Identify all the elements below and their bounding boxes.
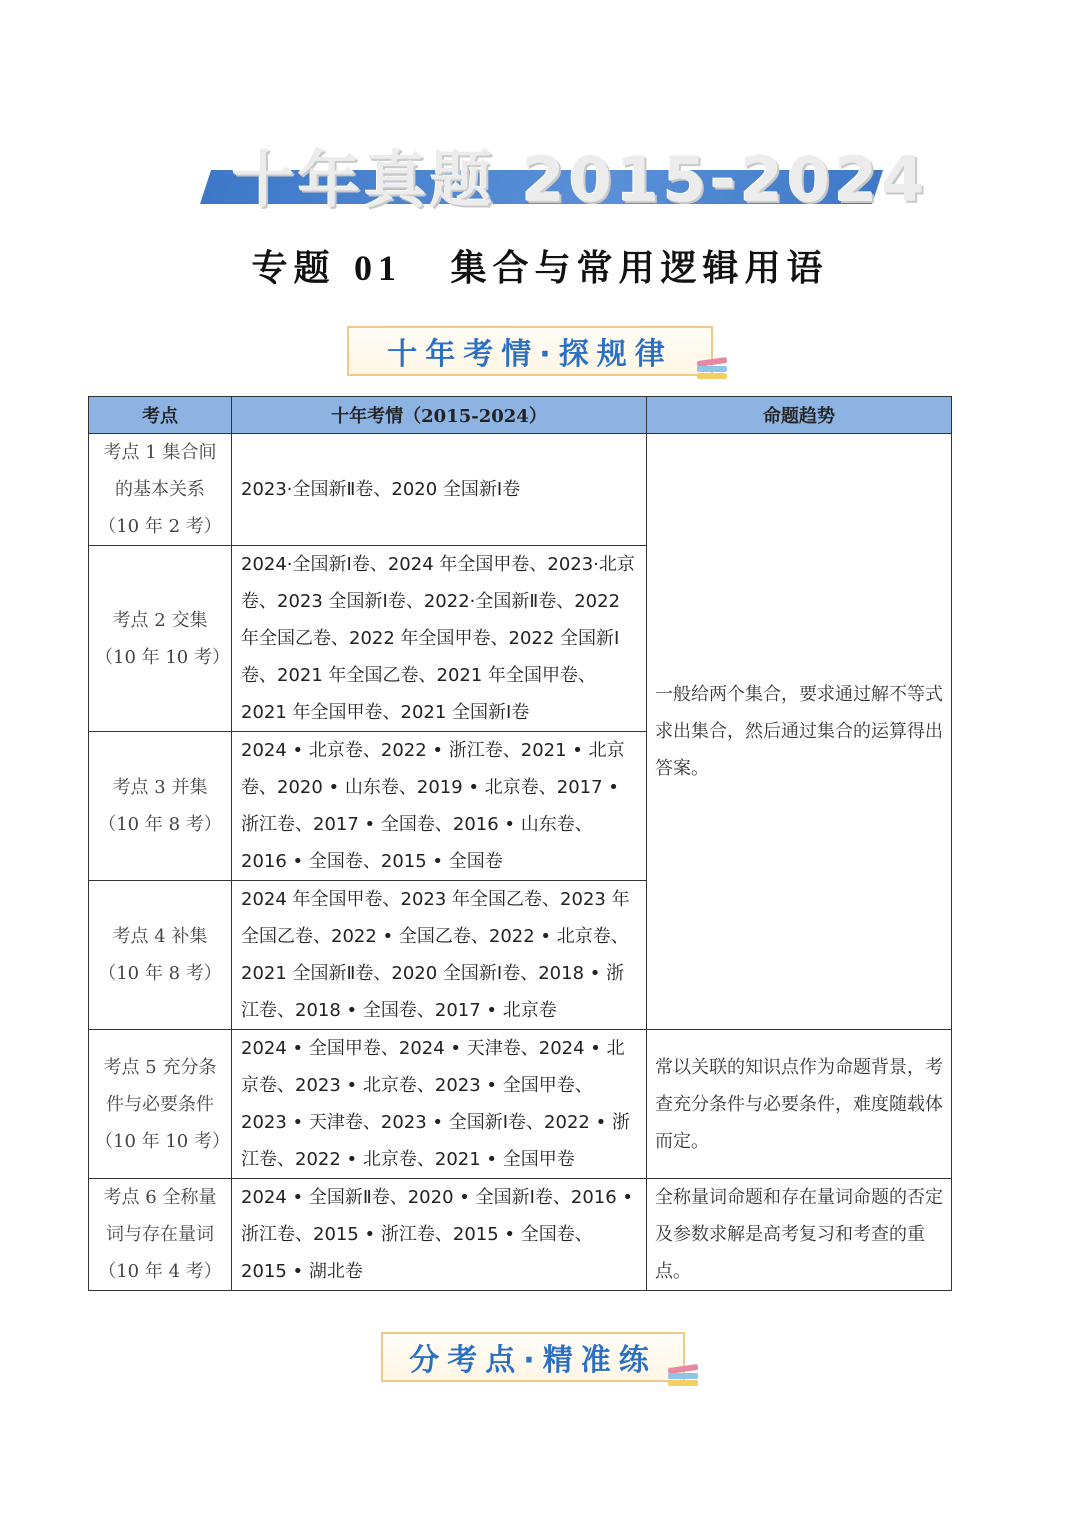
- header-topic: 考点: [89, 397, 232, 434]
- topic-cell: 考点 1 集合间的基本关系（10 年 2 考）: [89, 434, 232, 546]
- topic-cell: 考点 5 充分条件与必要条件（10 年 10 考）: [89, 1030, 232, 1179]
- section-header-trends: [347, 326, 713, 376]
- subject-prefix: 专题: [251, 247, 336, 289]
- section-header-trends-label: 十年考情·探规律: [387, 337, 673, 372]
- table-header-row: [89, 397, 952, 434]
- papers-cell: 2024 年全国甲卷、2023 年全国乙卷、2023 年全国乙卷、2022 • 全国乙卷、2022 • 北京卷、2021 全国新Ⅱ卷、2020 全国新Ⅰ卷、2018 • 浙江卷、2018 • 全国卷、2017 • 北京卷: [232, 881, 647, 1030]
- header-papers: 十年考情（2015-2024）: [232, 397, 647, 434]
- subject-number: 01: [354, 248, 402, 288]
- table-row: [89, 1030, 952, 1179]
- topic-cell: 考点 4 补集（10 年 8 考）: [89, 881, 232, 1030]
- subject-title: [0, 240, 1080, 291]
- section-header-practice: [381, 1332, 685, 1382]
- topic-cell: 考点 2 交集（10 年 10 考）: [89, 546, 232, 732]
- trend-cell: 一般给两个集合，要求通过解不等式求出集合，然后通过集合的运算得出答案。: [647, 434, 952, 1030]
- papers-cell: 2024 • 全国甲卷、2024 • 天津卷、2024 • 北京卷、2023 • 北京卷、2023 • 全国甲卷、2023 • 天津卷、2023 • 全国新Ⅰ卷、2022 • 浙江卷、2022 • 北京卷、2021 • 全国甲卷: [232, 1030, 647, 1179]
- exam-trend-table: [88, 396, 952, 1291]
- topic-cell: 考点 6 全称量词与存在量词（10 年 4 考）: [89, 1179, 232, 1291]
- header-trend: 命题趋势: [647, 397, 952, 434]
- papers-cell: 2024·全国新Ⅰ卷、2024 年全国甲卷、2023·北京卷、2023 全国新Ⅰ卷、2022·全国新Ⅱ卷、2022 年全国乙卷、2022 年全国甲卷、2022 全国新Ⅰ卷、2021 年全国乙卷、2021 年全国甲卷、2021 年全国甲卷、2021 全国新Ⅰ卷: [232, 546, 647, 732]
- papers-cell: 2024 • 全国新Ⅱ卷、2020 • 全国新Ⅰ卷、2016 • 浙江卷、2015 • 浙江卷、2015 • 全国卷、2015 • 湖北卷: [232, 1179, 647, 1291]
- table-row: [89, 434, 952, 546]
- books-icon: [697, 355, 731, 381]
- papers-cell: 2024 • 北京卷、2022 • 浙江卷、2021 • 北京卷、2020 • 山东卷、2019 • 北京卷、2017 • 浙江卷、2017 • 全国卷、2016 • 山东卷、2016 • 全国卷、2015 • 全国卷: [232, 732, 647, 881]
- trend-cell: 常以关联的知识点作为命题背景，考查充分条件与必要条件，难度随载体而定。: [647, 1030, 952, 1179]
- papers-cell: 2023·全国新Ⅱ卷、2020 全国新Ⅰ卷: [232, 434, 647, 546]
- banner-text: 十年真题 2015-2024: [232, 143, 929, 216]
- books-icon: [668, 1362, 702, 1388]
- title-banner: [200, 128, 929, 216]
- section-header-practice-label: 分考点·精准练: [409, 1343, 657, 1378]
- topic-cell: 考点 3 并集（10 年 8 考）: [89, 732, 232, 881]
- table-row: [89, 1179, 952, 1291]
- subject-name: 集合与常用逻辑用语: [450, 247, 829, 289]
- trend-cell: 全称量词命题和存在量词命题的否定及参数求解是高考复习和考查的重点。: [647, 1179, 952, 1291]
